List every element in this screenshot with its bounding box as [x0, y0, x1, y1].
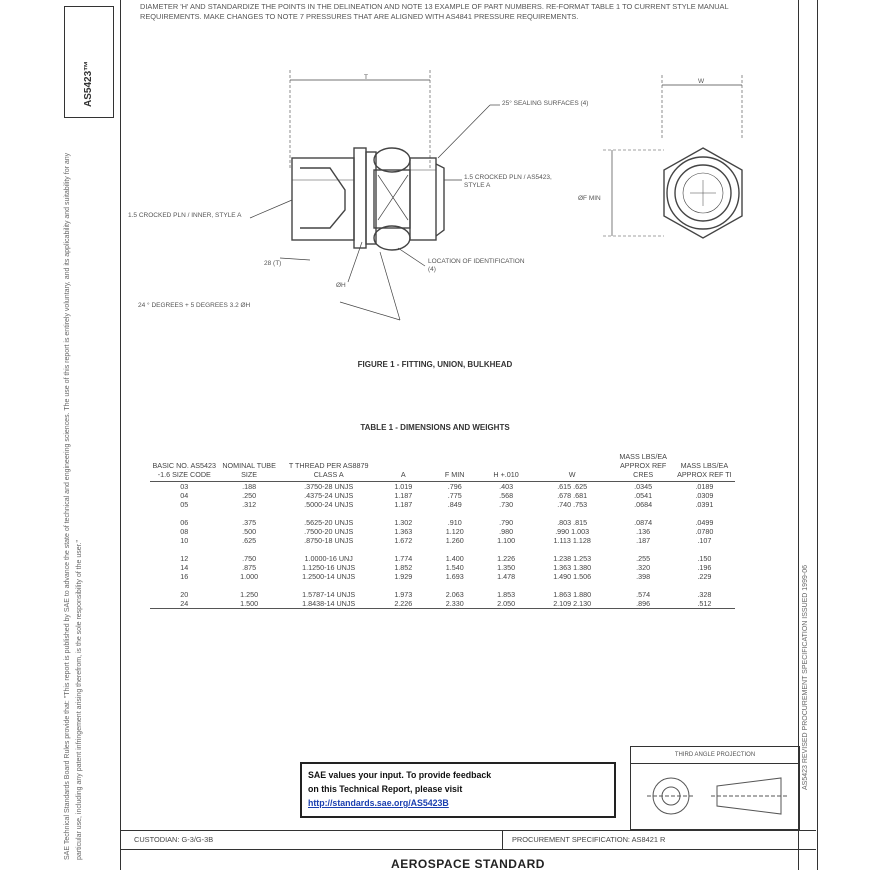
table-group-spacer — [150, 581, 735, 590]
dim-w-label: W — [698, 78, 705, 85]
figure-caption: FIGURE 1 - FITTING, UNION, BULKHEAD — [357, 360, 513, 369]
dim-f-label: ØF MIN — [578, 195, 601, 202]
table-cell: 14 — [180, 563, 189, 572]
table-cell: .3750-28 UNJS — [304, 482, 354, 491]
table-row — [150, 572, 735, 581]
table-cell: .255 — [636, 554, 651, 563]
left-margin-text: SAE Technical Standards Board Rules provide that: "This report is published by SAE to advance the state of technical and engineering sciences. The use of this report is entirely voluntary, and its applicability and suitability for any particular use, including any patent infringement arising therefrom, is the sole responsibility of the user." — [64, 152, 83, 860]
table-row — [150, 590, 735, 599]
table-cell: 2.330 — [445, 599, 464, 608]
table-cell: .750 — [242, 554, 257, 563]
table-cell: .790 — [499, 518, 514, 527]
table-cell: 06 — [180, 518, 189, 527]
table-cell: .910 — [447, 518, 462, 527]
table-cell: .730 — [499, 500, 514, 509]
table-cell: .796 — [447, 482, 462, 491]
table-cell: 1.540 — [445, 563, 464, 572]
table-cell: 1.363 — [394, 527, 413, 536]
table-cell: 1.1250-16 UNJS — [302, 563, 356, 572]
thread-right-label: 1.5 CROCKED PLN / AS5423, STYLE A — [464, 174, 552, 189]
table-cell: 24 — [180, 599, 189, 608]
table-cell: 1.000 — [240, 572, 259, 581]
dimensions-table — [150, 452, 735, 613]
feedback-line-1: SAE values your input. To provide feedback — [308, 770, 492, 780]
table-row — [150, 518, 735, 527]
table-cell: 08 — [180, 527, 189, 536]
right-margin-text: AS5423 REVISED PROCUREMENT SPECIFICATION ISSUED 1999-06 — [802, 565, 809, 790]
table-cell: .5625-20 UNJS — [304, 518, 354, 527]
header-h: H +.010 — [480, 452, 531, 482]
projection-symbol — [631, 764, 799, 828]
table-cell: 05 — [180, 500, 189, 509]
header-tube-size: NOMINAL TUBE SIZE — [219, 452, 280, 482]
table-cell: 1.853 — [497, 590, 516, 599]
table-row — [150, 554, 735, 563]
table-cell: .5000-24 UNJS — [304, 500, 354, 509]
table-cell: .196 — [697, 563, 712, 572]
fitting-drawing — [0, 30, 870, 370]
table-cell: 1.774 — [394, 554, 413, 563]
table-cell: 1.260 — [445, 536, 464, 545]
table-cell: 12 — [180, 554, 189, 563]
table-caption: TABLE 1 - DIMENSIONS AND WEIGHTS — [360, 423, 510, 432]
table-header-row — [150, 452, 735, 482]
table-cell: 2.063 — [445, 590, 464, 599]
table-cell: 1.0000-16 UNJ — [304, 554, 353, 563]
table-cell: .849 — [447, 500, 462, 509]
table-cell: 2.050 — [497, 599, 516, 608]
table-cell: 1.350 — [497, 563, 516, 572]
table-cell: 1.113 1.128 — [553, 536, 591, 545]
table-group-spacer — [150, 509, 735, 518]
table-cell: 1.2500-14 UNJS — [302, 572, 356, 581]
table-group-spacer — [150, 545, 735, 554]
table-cell: .0541 — [634, 491, 653, 500]
table-cell: 1.187 — [394, 491, 413, 500]
table-cell: 1.250 — [240, 590, 259, 599]
table-cell: 20 — [180, 590, 189, 599]
table-cell: .625 — [242, 536, 257, 545]
table-cell: 1.852 — [394, 563, 413, 572]
table-cell: .398 — [636, 572, 651, 581]
dim-t2-label: 28 (T) — [264, 260, 282, 267]
table-cell: 1.5787-14 UNJS — [302, 590, 356, 599]
table-row — [150, 500, 735, 509]
table-cell: 1.672 — [394, 536, 413, 545]
title-block-divider — [502, 831, 503, 849]
table-cell: .0874 — [634, 518, 653, 527]
table-cell: .188 — [242, 482, 257, 491]
table-cell: .500 — [242, 527, 257, 536]
table-cell: 1.478 — [497, 572, 516, 581]
table-cell: .250 — [242, 491, 257, 500]
table-cell: .615 .625 — [557, 482, 588, 491]
table-cell: 1.863 1.880 — [553, 590, 592, 599]
header-mass-cres: MASS LBS/EA APPROX REF CRES — [613, 452, 674, 482]
table-cell: 1.973 — [394, 590, 413, 599]
dim-t-label: T — [364, 74, 368, 81]
table-cell: 04 — [180, 491, 189, 500]
table-cell: 1.187 — [394, 500, 413, 509]
thread-left-label: 1.5 CROCKED PLN / INNER, STYLE A — [128, 212, 242, 219]
table-cell: .568 — [499, 491, 514, 500]
header-f: F MIN — [429, 452, 480, 482]
table-cell: .4375-24 UNJS — [304, 491, 354, 500]
table-cell: .896 — [636, 599, 651, 608]
table-cell: 1.929 — [394, 572, 413, 581]
title-block-row — [120, 831, 816, 850]
table-row — [150, 491, 735, 500]
table-cell: 1.302 — [394, 518, 413, 527]
header-mass-ti: MASS LBS/EA APPROX REF TI — [674, 452, 735, 482]
sealing-surface-label: 25° SEALING SURFACES (4) — [502, 100, 589, 107]
table-cell: 1.226 — [497, 554, 516, 563]
header-basic-no: BASIC NO. AS5423 -1.6 SIZE CODE — [150, 452, 219, 482]
header-thread: T THREAD PER AS8879 CLASS A — [280, 452, 378, 482]
table-cell: 03 — [180, 482, 189, 491]
table-cell: 2.109 2.130 — [553, 599, 592, 608]
table-cell: 1.120 — [445, 527, 464, 536]
table-cell: .150 — [697, 554, 712, 563]
title-block — [120, 830, 816, 871]
table-bottom-rule — [150, 609, 735, 614]
table-cell: .990 1.003 — [555, 527, 590, 536]
custodian: CUSTODIAN: G-3/G-3B — [134, 835, 214, 844]
table-cell: 1.019 — [394, 482, 413, 491]
table-cell: .775 — [447, 491, 462, 500]
third-angle-projection — [630, 746, 800, 830]
location-id-label: LOCATION OF IDENTIFICATION (4) — [428, 258, 525, 273]
revision-note: DIAMETER 'H' AND STANDARDIZE THE POINTS IN THE DELINEATION AND NOTE 13 EXAMPLE OF PART NUMBERS. RE-FORMAT TABLE 1 TO CURRENT STYLE MANUAL REQUIREMENTS. MAKE CHANGES TO NOTE 7 PRESSURES THAT ARE ALIGNED WITH AS4841 PRESSURE REQUIREMENTS. — [140, 2, 729, 21]
table-cell: 1.8438-14 UNJS — [302, 599, 356, 608]
table-cell: .574 — [636, 590, 651, 599]
table-cell: 1.400 — [445, 554, 464, 563]
table-cell: .8750-18 UNJS — [304, 536, 354, 545]
angle-label: 24 ° DEGREES + 5 DEGREES 3.2 ØH — [138, 302, 251, 309]
table-cell: .980 — [499, 527, 514, 536]
table-row — [150, 563, 735, 572]
projection-title: THIRD ANGLE PROJECTION — [631, 747, 799, 764]
table-cell: .107 — [697, 536, 712, 545]
table-cell: .7500-20 UNJS — [304, 527, 354, 536]
table-cell: .403 — [499, 482, 514, 491]
table-cell: .875 — [242, 563, 257, 572]
table-cell: .0345 — [634, 482, 653, 491]
table-cell: .0684 — [634, 500, 653, 509]
table-cell: 1.238 1.253 — [553, 554, 592, 563]
table-cell: .328 — [697, 590, 712, 599]
table-cell: .375 — [242, 518, 257, 527]
table-body — [150, 482, 735, 609]
table-cell: 1.693 — [445, 572, 464, 581]
table-cell: .320 — [636, 563, 651, 572]
table-cell: 16 — [180, 572, 189, 581]
table-row — [150, 536, 735, 545]
table-row — [150, 599, 735, 609]
table-cell: .136 — [636, 527, 651, 536]
feedback-link[interactable]: http://standards.sae.org/AS5423B — [308, 798, 449, 808]
table-cell: .0780 — [695, 527, 714, 536]
table-cell: .678 .681 — [557, 491, 588, 500]
table-row — [150, 482, 735, 492]
table-cell: .803 .815 — [557, 518, 588, 527]
doc-number: AS5423™ — [83, 60, 94, 107]
table-cell: 1.100 — [497, 536, 516, 545]
table-cell: .512 — [697, 599, 712, 608]
table-cell: 1.500 — [240, 599, 259, 608]
table-cell: .740 .753 — [557, 500, 588, 509]
table-cell: .187 — [636, 536, 651, 545]
aerospace-standard: AEROSPACE STANDARD — [391, 857, 545, 871]
table-cell: 2.226 — [394, 599, 413, 608]
dim-h-label: ØH — [336, 282, 346, 289]
table-cell: .0499 — [695, 518, 714, 527]
table-cell: 1.363 1.380 — [553, 563, 592, 572]
procurement-spec: PROCUREMENT SPECIFICATION: AS8421 R — [512, 835, 666, 844]
table-cell: .0391 — [695, 500, 714, 509]
table-cell: 10 — [180, 536, 189, 545]
table-cell: .0309 — [695, 491, 714, 500]
feedback-box — [300, 762, 616, 818]
table-cell: .312 — [242, 500, 257, 509]
header-a: A — [378, 452, 429, 482]
feedback-line-2: on this Technical Report, please visit — [308, 784, 463, 794]
header-w: W — [532, 452, 613, 482]
table-cell: .0189 — [695, 482, 714, 491]
table-row — [150, 527, 735, 536]
table-cell: 1.490 1.506 — [553, 572, 592, 581]
table-cell: .229 — [697, 572, 712, 581]
